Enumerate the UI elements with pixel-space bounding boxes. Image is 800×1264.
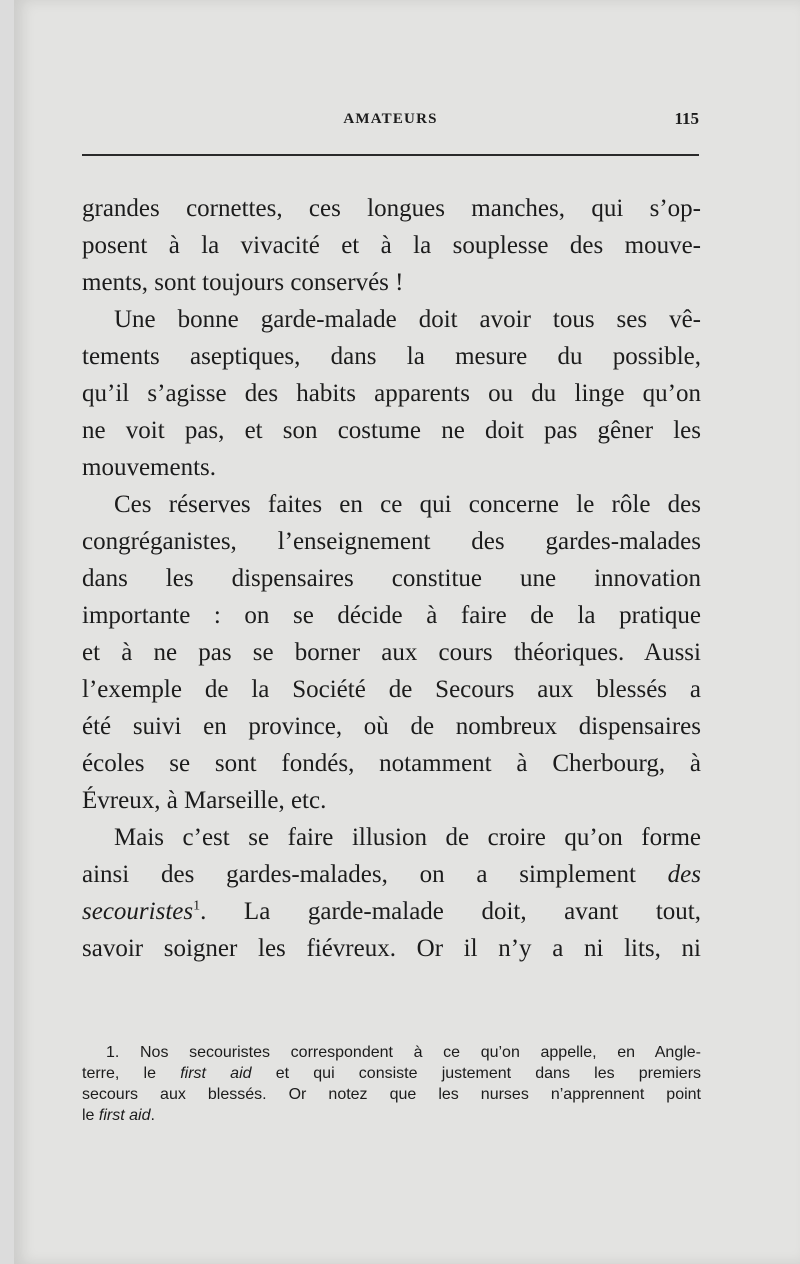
footnote-line — [82, 1063, 701, 1084]
text-segment: et qui consiste justement dans les premiers — [275, 1065, 702, 1082]
italic-text: secouristes — [82, 898, 194, 925]
text-line — [82, 856, 701, 893]
running-title: AMATEURS — [343, 111, 438, 127]
text-line: savoir soigner les fiévreux. Or il n’y a ni lits, ni — [82, 935, 701, 962]
footnote-marker: 1 — [193, 898, 201, 914]
text-line: tements aseptiques, dans la mesure du possible, — [82, 343, 701, 370]
text-line: importante : on se décide à faire de la pratique — [82, 602, 701, 629]
text-line: écoles se sont fondés, notamment à Cherbourg, à — [82, 750, 701, 777]
footnote-line: secours aux blessés. Or notez que les nurses n’apprennent point — [82, 1086, 701, 1103]
text-segment: terre, le — [82, 1065, 156, 1082]
text-line: ne voit pas, et son costume ne doit pas gêner les — [82, 417, 701, 444]
text-segment: ainsi des gardes-malades, on a simplement — [82, 861, 636, 888]
text-line: mouvements. — [82, 454, 217, 481]
text-line: ments, sont toujours conservés ! — [82, 269, 404, 296]
italic-text: des — [667, 861, 701, 888]
text-segment: . La garde-malade doit, avant tout, — [200, 898, 701, 925]
footnote-line: 1. Nos secouristes correspondent à ce qu’on appelle, en Angle- — [106, 1044, 701, 1061]
text-segment: le — [82, 1107, 95, 1124]
text-line: été suivi en province, où de nombreux dispensaires — [82, 713, 701, 740]
text-line: dans les dispensaires constitue une innovation — [82, 565, 701, 592]
footnote-line — [82, 1105, 701, 1126]
text-line: qu’il s’agisse des habits apparents ou du linge qu’on — [82, 380, 701, 407]
text-line: Mais c’est se faire illusion de croire qu’on forme — [114, 824, 701, 851]
text-line: l’exemple de la Société de Secours aux blessés a — [82, 676, 701, 703]
italic-text: first aid — [98, 1107, 151, 1124]
body-text — [82, 190, 701, 967]
text-line — [82, 893, 701, 930]
text-segment: . — [150, 1107, 155, 1124]
header-rule — [82, 154, 699, 156]
text-line: congréganistes, l’enseignement des gardes-malades — [82, 528, 701, 555]
text-line: Une bonne garde-malade doit avoir tous ses vê- — [114, 306, 701, 333]
text-line: grandes cornettes, ces longues manches, qui s’op- — [82, 195, 701, 222]
text-line: Ces réserves faites en ce qui concerne le rôle des — [114, 491, 701, 518]
italic-text: first aid — [180, 1065, 252, 1082]
text-line: Évreux, à Marseille, etc. — [82, 787, 327, 814]
text-line: et à ne pas se borner aux cours théoriques. Aussi — [82, 639, 701, 666]
text-line: posent à la vivacité et à la souplesse des mouve- — [82, 232, 701, 259]
page-number: 115 — [674, 109, 699, 128]
footnote — [82, 1042, 701, 1126]
page-header — [82, 105, 699, 135]
